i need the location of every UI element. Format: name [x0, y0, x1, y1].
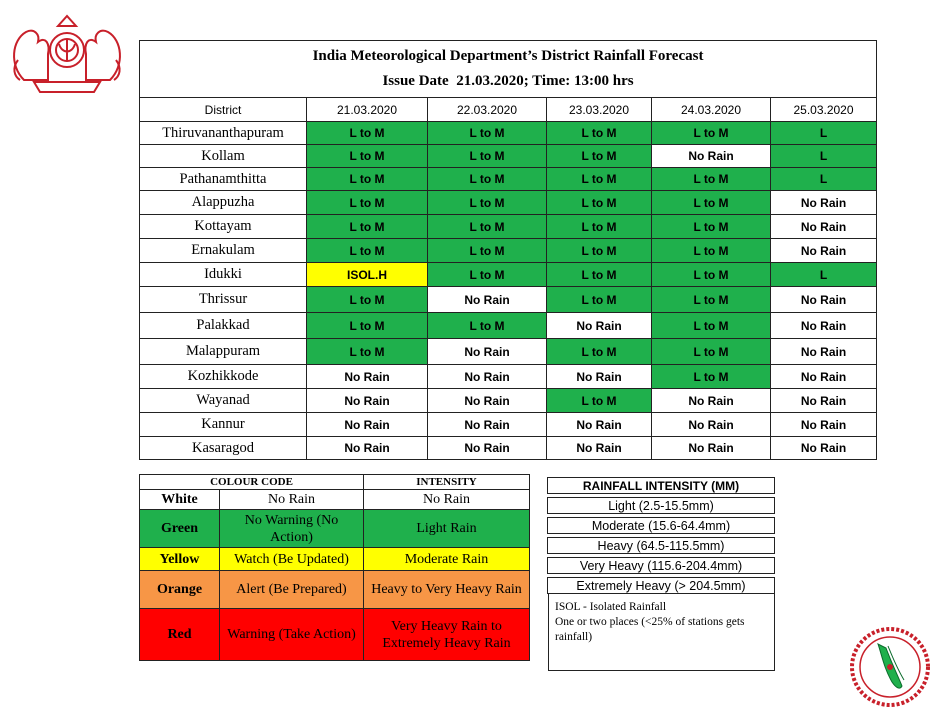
forecast-cell: No Rain	[771, 191, 877, 215]
forecast-cell: L to M	[547, 122, 652, 145]
forecast-cell: L to M	[547, 263, 652, 287]
district-row	[140, 145, 877, 168]
forecast-cell: L to M	[307, 339, 428, 365]
forecast-cell: No Rain	[307, 365, 428, 389]
district-name: Malappuram	[140, 339, 307, 365]
column-header-row	[140, 98, 877, 122]
forecast-cell: L to M	[547, 168, 652, 191]
forecast-cell: No Rain	[652, 145, 771, 168]
forecast-cell: No Rain	[428, 365, 547, 389]
forecast-cell: L to M	[652, 339, 771, 365]
isol-note-line2: One or two places (<25% of stations gets rainfall)	[555, 616, 745, 643]
forecast-cell: L	[771, 122, 877, 145]
forecast-cell: L to M	[652, 215, 771, 239]
district-name: Thiruvananthapuram	[140, 122, 307, 145]
legend-intensity: Heavy to Very Heavy Rain	[364, 571, 530, 609]
forecast-cell: No Rain	[771, 239, 877, 263]
legend-colour: Yellow	[140, 548, 220, 571]
colour-code-header: COLOUR CODE	[140, 475, 364, 490]
district-name: Palakkad	[140, 313, 307, 339]
legend-meaning: Warning (Take Action)	[220, 609, 364, 661]
legend-colour: Orange	[140, 571, 220, 609]
forecast-cell: No Rain	[771, 287, 877, 313]
district-name: Kottayam	[140, 215, 307, 239]
district-row	[140, 215, 877, 239]
forecast-body	[140, 122, 877, 460]
forecast-cell: No Rain	[428, 287, 547, 313]
forecast-cell: No Rain	[771, 389, 877, 413]
district-row	[140, 437, 877, 460]
column-header: District	[140, 98, 307, 122]
forecast-cell: No Rain	[547, 437, 652, 460]
legend-colour: Green	[140, 510, 220, 548]
forecast-cell: L to M	[547, 145, 652, 168]
isol-note-line1: ISOL - Isolated Rainfall	[555, 601, 667, 613]
legend-row	[140, 548, 530, 571]
forecast-cell: No Rain	[307, 389, 428, 413]
rainfall-intensity-title: RAINFALL INTENSITY (MM)	[547, 477, 775, 494]
forecast-cell: No Rain	[547, 365, 652, 389]
district-name: Wayanad	[140, 389, 307, 413]
intensity-item: Heavy (64.5-115.5mm)	[547, 537, 775, 554]
forecast-cell: L to M	[307, 191, 428, 215]
district-row	[140, 239, 877, 263]
forecast-cell: L to M	[428, 215, 547, 239]
forecast-cell: L to M	[307, 145, 428, 168]
column-header: 22.03.2020	[428, 98, 547, 122]
district-name: Kozhikkode	[140, 365, 307, 389]
ksdma-logo-icon	[848, 626, 932, 708]
forecast-cell: L to M	[307, 168, 428, 191]
intensity-item: Very Heavy (115.6-204.4mm)	[547, 557, 775, 574]
forecast-cell: No Rain	[771, 313, 877, 339]
issue-time: ; Time: 13:00 hrs	[523, 73, 634, 89]
intensity-header: INTENSITY	[364, 475, 530, 490]
forecast-cell: No Rain	[652, 389, 771, 413]
legend-meaning: Watch (Be Updated)	[220, 548, 364, 571]
forecast-cell: L to M	[307, 239, 428, 263]
forecast-cell: L to M	[428, 145, 547, 168]
legend-intensity: Very Heavy Rain to Extremely Heavy Rain	[364, 609, 530, 661]
forecast-cell: L to M	[547, 339, 652, 365]
forecast-cell: No Rain	[652, 437, 771, 460]
forecast-cell: L to M	[428, 263, 547, 287]
forecast-cell: L to M	[307, 122, 428, 145]
legend-row	[140, 510, 530, 548]
forecast-cell: No Rain	[547, 413, 652, 437]
forecast-cell: L to M	[652, 313, 771, 339]
forecast-title-cell	[140, 41, 877, 98]
district-forecast-table	[139, 40, 877, 460]
forecast-cell: No Rain	[428, 437, 547, 460]
district-name: Thrissur	[140, 287, 307, 313]
legend-intensity: Moderate Rain	[364, 548, 530, 571]
forecast-cell: L to M	[652, 191, 771, 215]
legend-row	[140, 490, 530, 510]
legend-row	[140, 571, 530, 609]
forecast-cell: L	[771, 168, 877, 191]
forecast-cell: L to M	[652, 168, 771, 191]
forecast-cell: L to M	[652, 365, 771, 389]
colour-code-header-row	[140, 475, 530, 490]
forecast-cell: L	[771, 145, 877, 168]
forecast-cell: ISOL.H	[307, 263, 428, 287]
forecast-cell: L to M	[428, 239, 547, 263]
legend-intensity: Light Rain	[364, 510, 530, 548]
legend-body	[140, 490, 530, 661]
district-row	[140, 287, 877, 313]
district-row	[140, 389, 877, 413]
column-header: 24.03.2020	[652, 98, 771, 122]
forecast-cell: No Rain	[307, 413, 428, 437]
forecast-cell: L to M	[547, 239, 652, 263]
forecast-cell: No Rain	[771, 365, 877, 389]
district-row	[140, 365, 877, 389]
district-name: Alappuzha	[140, 191, 307, 215]
district-name: Idukki	[140, 263, 307, 287]
district-row	[140, 263, 877, 287]
district-name: Pathanamthitta	[140, 168, 307, 191]
district-row	[140, 168, 877, 191]
legend-intensity: No Rain	[364, 490, 530, 510]
district-name: Ernakulam	[140, 239, 307, 263]
district-name: Kannur	[140, 413, 307, 437]
legend-colour: White	[140, 490, 220, 510]
forecast-cell: L to M	[428, 191, 547, 215]
forecast-cell: L to M	[652, 122, 771, 145]
district-name: Kasaragod	[140, 437, 307, 460]
forecast-cell: No Rain	[428, 389, 547, 413]
district-row	[140, 339, 877, 365]
district-name: Kollam	[140, 145, 307, 168]
forecast-cell: L to M	[307, 287, 428, 313]
forecast-cell: L to M	[428, 122, 547, 145]
intensity-item: Light (2.5-15.5mm)	[547, 497, 775, 514]
forecast-cell: L to M	[652, 239, 771, 263]
forecast-cell: No Rain	[771, 339, 877, 365]
column-header: 25.03.2020	[771, 98, 877, 122]
forecast-cell: L to M	[428, 168, 547, 191]
forecast-cell: L to M	[547, 215, 652, 239]
forecast-cell: No Rain	[547, 313, 652, 339]
issue-line	[140, 69, 876, 94]
column-header: 21.03.2020	[307, 98, 428, 122]
forecast-cell: No Rain	[428, 413, 547, 437]
forecast-cell: L to M	[307, 313, 428, 339]
forecast-cell: L	[771, 263, 877, 287]
rainfall-intensity-table	[547, 474, 775, 597]
forecast-cell: L to M	[428, 313, 547, 339]
colour-code-table	[139, 474, 530, 661]
district-row	[140, 191, 877, 215]
forecast-cell: L to M	[547, 287, 652, 313]
legend-meaning: No Rain	[220, 490, 364, 510]
issue-label: Issue Date	[382, 73, 449, 89]
legend-row	[140, 609, 530, 661]
forecast-cell: No Rain	[428, 339, 547, 365]
forecast-cell: No Rain	[771, 437, 877, 460]
legend-meaning: No Warning (No Action)	[220, 510, 364, 548]
intensity-item: Extremely Heavy (> 204.5mm)	[547, 577, 775, 594]
issue-date: 21.03.2020	[456, 73, 524, 89]
kerala-emblem-icon	[4, 10, 130, 98]
forecast-cell: L to M	[652, 263, 771, 287]
forecast-title: India Meteorological Department’s District Rainfall Forecast	[312, 48, 704, 64]
legend-meaning: Alert (Be Prepared)	[220, 571, 364, 609]
forecast-cell: L to M	[307, 215, 428, 239]
forecast-cell: L to M	[547, 191, 652, 215]
legend-colour: Red	[140, 609, 220, 661]
district-row	[140, 413, 877, 437]
forecast-cell: No Rain	[307, 437, 428, 460]
forecast-cell: No Rain	[771, 215, 877, 239]
intensity-item: Moderate (15.6-64.4mm)	[547, 517, 775, 534]
forecast-cell: L to M	[652, 287, 771, 313]
district-row	[140, 313, 877, 339]
district-row	[140, 122, 877, 145]
forecast-cell: No Rain	[652, 413, 771, 437]
isol-note-box	[548, 593, 775, 671]
forecast-cell: L to M	[547, 389, 652, 413]
column-header: 23.03.2020	[547, 98, 652, 122]
forecast-cell: No Rain	[771, 413, 877, 437]
